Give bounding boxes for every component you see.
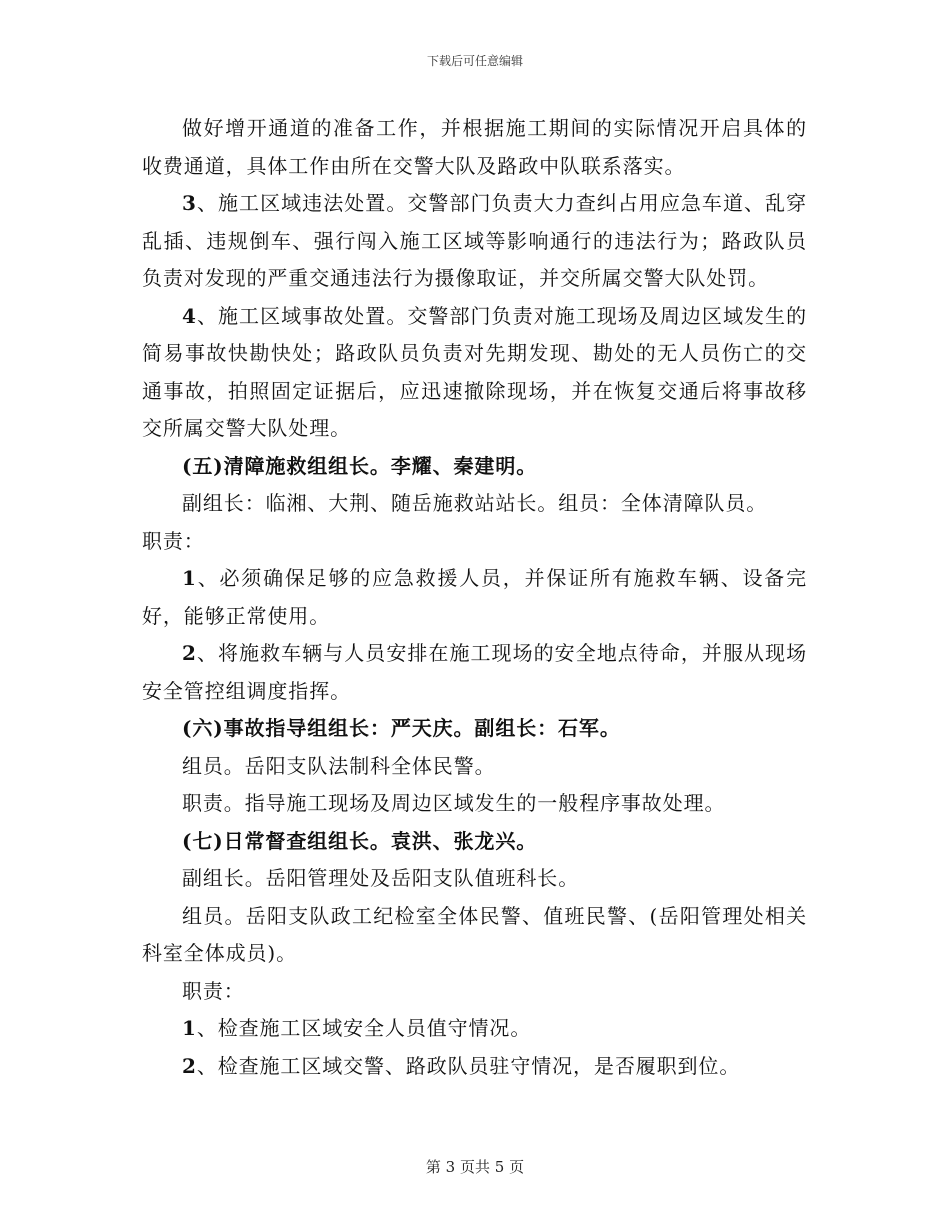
document-body [142, 110, 807, 1085]
page-footer: 第 3 页共 5 页 [425, 1158, 525, 1176]
item-number: 4 [182, 303, 197, 328]
paragraph-item-3-weifa: 3、施工区域违法处置。交警部门负责大力查纠占用应急车道、乱穿乱插、违规倒车、强行闯入施工区域等影响通行的违法行为；路政队员负责对发现的严重交通违法行为摄像取证，并交所属交警大队处罚。 [142, 191, 807, 290]
section-heading-7: (七)日常督查组组长。袁洪、张龙兴。 [182, 828, 538, 853]
paragraph-zuyuan-7: 组员。岳阳支队政工纪检室全体民警、值班民警、(岳阳管理处相关科室全体成员)。 [142, 903, 807, 965]
item-number: 1 [182, 1016, 197, 1040]
section-heading-5: (五)清障施救组组长。李耀、秦建明。 [182, 453, 538, 478]
paragraph-zhize-7: 职责： [182, 978, 245, 1003]
paragraph-item-4-shigu: 4、施工区域事故处置。交警部门负责对施工现场及周边区域发生的简易事故快勘快处；路政队员负责对先期发现、勘处的无人员伤亡的交通事故，拍照固定证据后，应迅速撤除现场，并在恢复交通后将事故移交所属交警大队处理。 [142, 303, 807, 440]
section-heading-6: (六)事故指导组组长：严天庆。副组长：石军。 [182, 716, 621, 740]
paragraph-zhize-5: 职责： [142, 528, 205, 553]
item-number: 1 [182, 566, 197, 590]
paragraph-item-2-jiancha: 2、检查施工区域交警、路政队员驻守情况，是否履职到位。 [182, 1053, 741, 1078]
paragraph-fuzuzhang-5: 副组长：临湘、大荆、随岳施救站站长。组员：全体清障队员。 [182, 491, 768, 515]
item-number: 2 [182, 1053, 197, 1078]
paragraph-zhize-6: 职责。指导施工现场及周边区域发生的一般程序事故处理。 [182, 791, 726, 815]
paragraph-item-2-shijiu: 2、将施救车辆与人员安排在施工现场的安全地点待命，并服从现场安全管控组调度指挥。 [142, 641, 807, 703]
paragraph-item-1-jiancha: 1、检查施工区域安全人员值守情况。 [182, 1016, 532, 1040]
paragraph-zuyuan-6: 组员。岳阳支队法制科全体民警。 [182, 753, 496, 778]
paragraph-fuzuzhang-7: 副组长。岳阳管理处及岳阳支队值班科长。 [182, 866, 580, 890]
paragraph-tongdao: 做好增开通道的准备工作，并根据施工期间的实际情况开启具体的收费通道，具体工作由所在交警大队及路政中队联系落实。 [142, 116, 807, 178]
item-number: 3 [182, 191, 197, 215]
item-number: 2 [182, 641, 197, 665]
paragraph-item-1-shijiu: 1、必须确保足够的应急救援人员，并保证所有施救车辆、设备完好，能够正常使用。 [142, 566, 807, 628]
page-header: 下载后可任意编辑 [426, 54, 523, 68]
